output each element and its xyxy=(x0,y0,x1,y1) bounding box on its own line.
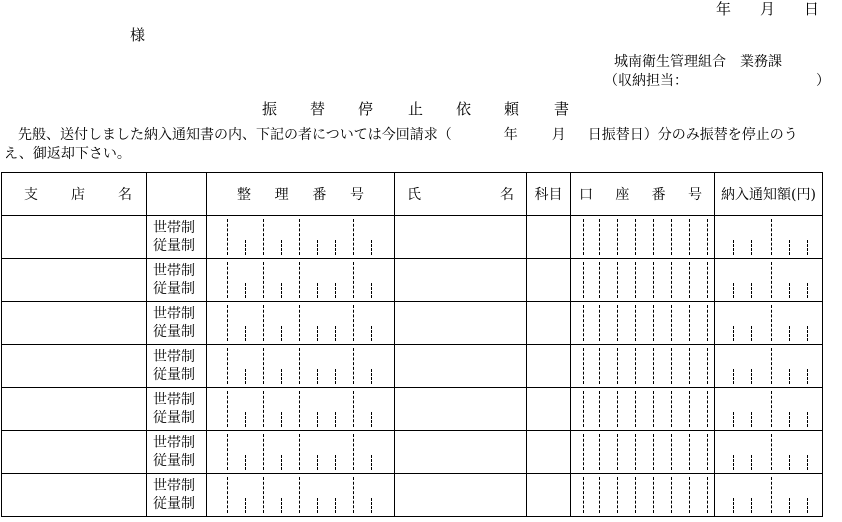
name-cell[interactable] xyxy=(395,431,527,474)
billing-method-cell[interactable] xyxy=(147,345,207,388)
reference-number-cell[interactable] xyxy=(207,474,395,517)
digit-separator xyxy=(733,412,734,427)
amount-cell[interactable] xyxy=(715,302,823,345)
digit-separator xyxy=(583,348,584,384)
digit-separator xyxy=(617,348,618,384)
digit-separator xyxy=(707,391,708,427)
digit-separator xyxy=(635,477,636,513)
account-number-cell[interactable] xyxy=(571,216,715,259)
header-branch xyxy=(2,173,147,216)
contact-person xyxy=(604,72,830,90)
digit-separator xyxy=(707,348,708,384)
digit-separator xyxy=(617,477,618,513)
table-row xyxy=(2,259,823,302)
method-metered: 従量制 xyxy=(153,453,195,469)
branch-cell[interactable] xyxy=(2,259,147,302)
digit-separator xyxy=(733,498,734,513)
date-day-label: 日 xyxy=(804,0,820,18)
digit-separator xyxy=(771,434,772,470)
digit-separator xyxy=(353,219,354,255)
digit-separator xyxy=(599,434,600,470)
billing-method-cell[interactable] xyxy=(147,259,207,302)
billing-method-cell[interactable] xyxy=(147,216,207,259)
digit-separator xyxy=(353,391,354,427)
account-number-cell[interactable] xyxy=(571,259,715,302)
digit-separator xyxy=(281,369,282,384)
digit-separator xyxy=(263,348,264,384)
method-metered: 従量制 xyxy=(153,324,195,340)
digit-separator xyxy=(635,391,636,427)
digit-separator xyxy=(371,326,372,341)
digit-separator xyxy=(807,369,808,384)
digit-separator xyxy=(583,305,584,341)
method-household: 世帯制 xyxy=(153,263,195,279)
digit-separator xyxy=(653,219,654,255)
table-row xyxy=(2,388,823,431)
request-text-after: 日振替日）分のみ振替を停止のう xyxy=(587,127,798,143)
title-char: 依 xyxy=(456,100,472,118)
digit-separator xyxy=(771,348,772,384)
digit-separator xyxy=(617,219,618,255)
digit-separator xyxy=(599,477,600,513)
header-number xyxy=(207,173,395,216)
digit-separator xyxy=(371,455,372,470)
digit-separator xyxy=(281,498,282,513)
header-name xyxy=(395,173,527,216)
method-household: 世帯制 xyxy=(153,306,195,322)
header-method xyxy=(147,173,207,216)
digit-separator xyxy=(707,262,708,298)
amount-cell[interactable] xyxy=(715,216,823,259)
header-char: 口 xyxy=(579,187,593,203)
subject-cell[interactable] xyxy=(527,345,571,388)
digit-separator xyxy=(353,434,354,470)
digit-separator xyxy=(689,348,690,384)
digit-separator xyxy=(245,412,246,427)
method-metered: 従量制 xyxy=(153,410,195,426)
account-number-cell[interactable] xyxy=(571,345,715,388)
request-text-line-1 xyxy=(4,126,798,144)
digit-separator xyxy=(689,391,690,427)
addressee-suffix: 様 xyxy=(130,26,146,44)
digit-separator xyxy=(583,477,584,513)
digit-separator xyxy=(335,455,336,470)
digit-separator xyxy=(245,369,246,384)
digit-separator xyxy=(281,240,282,255)
request-month-label: 月 xyxy=(551,127,566,143)
digit-separator xyxy=(689,219,690,255)
digit-separator xyxy=(707,305,708,341)
digit-separator xyxy=(583,434,584,470)
amount-cell[interactable] xyxy=(715,345,823,388)
digit-separator xyxy=(335,498,336,513)
subject-cell[interactable] xyxy=(527,259,571,302)
digit-separator xyxy=(751,455,752,470)
title-char: 頼 xyxy=(504,100,520,118)
request-table xyxy=(1,172,823,517)
reference-number-cell[interactable] xyxy=(207,302,395,345)
digit-separator xyxy=(299,262,300,298)
amount-cell[interactable] xyxy=(715,259,823,302)
digit-separator xyxy=(771,262,772,298)
header-char: 号 xyxy=(349,187,364,203)
digit-separator xyxy=(317,412,318,427)
header-char: 番 xyxy=(312,187,327,203)
digit-separator xyxy=(733,283,734,298)
digit-separator xyxy=(599,262,600,298)
method-metered: 従量制 xyxy=(153,496,195,512)
digit-separator xyxy=(371,369,372,384)
date-month-label: 月 xyxy=(760,0,776,18)
account-number-cell[interactable] xyxy=(571,431,715,474)
title-char: 止 xyxy=(408,100,424,118)
digit-separator xyxy=(689,434,690,470)
digit-separator xyxy=(789,412,790,427)
digit-separator xyxy=(263,219,264,255)
name-cell[interactable] xyxy=(395,259,527,302)
digit-separator xyxy=(789,283,790,298)
digit-separator xyxy=(245,498,246,513)
digit-separator xyxy=(371,240,372,255)
digit-separator xyxy=(733,326,734,341)
digit-separator xyxy=(599,348,600,384)
digit-separator xyxy=(807,455,808,470)
digit-separator xyxy=(671,434,672,470)
digit-separator xyxy=(653,305,654,341)
title-char: 替 xyxy=(310,100,326,118)
contact-open: （収納担当： xyxy=(604,73,688,89)
name-cell[interactable] xyxy=(395,388,527,431)
digit-separator xyxy=(371,412,372,427)
contact-close: ） xyxy=(816,73,830,89)
digit-separator xyxy=(227,434,228,470)
digit-separator xyxy=(263,477,264,513)
subject-cell[interactable] xyxy=(527,474,571,517)
digit-separator xyxy=(707,219,708,255)
digit-separator xyxy=(733,240,734,255)
amount-cell[interactable] xyxy=(715,431,823,474)
amount-cell[interactable] xyxy=(715,474,823,517)
digit-separator xyxy=(807,498,808,513)
digit-separator xyxy=(635,434,636,470)
header-char: 名 xyxy=(500,187,514,203)
digit-separator xyxy=(353,348,354,384)
method-metered: 従量制 xyxy=(153,281,195,297)
branch-cell[interactable] xyxy=(2,302,147,345)
digit-separator xyxy=(635,348,636,384)
digit-separator xyxy=(599,219,600,255)
digit-separator xyxy=(299,391,300,427)
digit-separator xyxy=(789,498,790,513)
reference-number-cell[interactable] xyxy=(207,345,395,388)
digit-separator xyxy=(635,262,636,298)
digit-separator xyxy=(751,498,752,513)
header-subject: 科目 xyxy=(527,173,571,216)
header-char: 整 xyxy=(237,187,251,203)
digit-separator xyxy=(227,219,228,255)
header-char: 支 xyxy=(24,187,38,203)
subject-cell[interactable] xyxy=(527,388,571,431)
branch-cell[interactable] xyxy=(2,216,147,259)
digit-separator xyxy=(689,305,690,341)
digit-separator xyxy=(807,412,808,427)
date-year-label: 年 xyxy=(716,0,732,18)
digit-separator xyxy=(281,455,282,470)
digit-separator xyxy=(653,262,654,298)
method-metered: 従量制 xyxy=(153,238,195,254)
digit-separator xyxy=(653,391,654,427)
header-char: 氏 xyxy=(407,187,421,203)
digit-separator xyxy=(789,240,790,255)
digit-separator xyxy=(707,434,708,470)
header-amount: 納入通知額(円) xyxy=(715,173,823,216)
digit-separator xyxy=(771,391,772,427)
digit-separator xyxy=(335,283,336,298)
reference-number-cell[interactable] xyxy=(207,216,395,259)
digit-separator xyxy=(245,283,246,298)
digit-separator xyxy=(751,240,752,255)
branch-cell[interactable] xyxy=(2,431,147,474)
header-char: 座 xyxy=(615,187,630,203)
digit-separator xyxy=(733,455,734,470)
digit-separator xyxy=(227,391,228,427)
request-text-line-2: え、御返却下さい。 xyxy=(4,146,131,162)
digit-separator xyxy=(583,391,584,427)
header-char: 番 xyxy=(651,187,666,203)
billing-method-cell[interactable] xyxy=(147,388,207,431)
digit-separator xyxy=(653,434,654,470)
digit-separator xyxy=(789,326,790,341)
subject-cell[interactable] xyxy=(527,302,571,345)
digit-separator xyxy=(335,412,336,427)
digit-separator xyxy=(245,455,246,470)
digit-separator xyxy=(751,326,752,341)
account-number-cell[interactable] xyxy=(571,302,715,345)
digit-separator xyxy=(751,412,752,427)
digit-separator xyxy=(583,219,584,255)
digit-separator xyxy=(671,391,672,427)
digit-separator xyxy=(807,283,808,298)
digit-separator xyxy=(245,326,246,341)
digit-separator xyxy=(671,477,672,513)
digit-separator xyxy=(771,305,772,341)
digit-separator xyxy=(617,305,618,341)
reference-number-cell[interactable] xyxy=(207,388,395,431)
digit-separator xyxy=(599,305,600,341)
method-metered: 従量制 xyxy=(153,367,195,383)
digit-separator xyxy=(335,240,336,255)
digit-separator xyxy=(653,348,654,384)
digit-separator xyxy=(583,262,584,298)
digit-separator xyxy=(371,283,372,298)
digit-separator xyxy=(263,262,264,298)
digit-separator xyxy=(299,434,300,470)
digit-separator xyxy=(317,498,318,513)
digit-separator xyxy=(227,305,228,341)
digit-separator xyxy=(227,477,228,513)
digit-separator xyxy=(617,434,618,470)
digit-separator xyxy=(299,477,300,513)
billing-method-cell[interactable] xyxy=(147,474,207,517)
method-household: 世帯制 xyxy=(153,349,195,365)
digit-separator xyxy=(653,477,654,513)
title-char: 振 xyxy=(262,100,278,118)
digit-separator xyxy=(299,305,300,341)
organization-name: 城南衛生管理組合 業務課 xyxy=(614,54,782,70)
digit-separator xyxy=(807,240,808,255)
table-row xyxy=(2,302,823,345)
digit-separator xyxy=(317,240,318,255)
reference-number-cell[interactable] xyxy=(207,431,395,474)
digit-separator xyxy=(227,348,228,384)
table-header-row xyxy=(2,173,823,216)
header-char: 名 xyxy=(118,187,132,203)
branch-cell[interactable] xyxy=(2,345,147,388)
digit-separator xyxy=(789,455,790,470)
request-year-label: 年 xyxy=(503,127,518,143)
request-text-before: 先般、送付しました納入通知書の内、下記の者については今回請求（ xyxy=(4,127,452,143)
digit-separator xyxy=(353,477,354,513)
digit-separator xyxy=(371,498,372,513)
digit-separator xyxy=(353,262,354,298)
digit-separator xyxy=(789,369,790,384)
amount-cell[interactable] xyxy=(715,388,823,431)
table-row xyxy=(2,345,823,388)
method-household: 世帯制 xyxy=(153,220,195,236)
digit-separator xyxy=(771,477,772,513)
digit-separator xyxy=(317,326,318,341)
billing-method-cell[interactable] xyxy=(147,431,207,474)
digit-separator xyxy=(245,240,246,255)
method-household: 世帯制 xyxy=(153,478,195,494)
branch-cell[interactable] xyxy=(2,388,147,431)
digit-separator xyxy=(317,455,318,470)
digit-separator xyxy=(299,348,300,384)
digit-separator xyxy=(771,219,772,255)
digit-separator xyxy=(599,391,600,427)
digit-separator xyxy=(671,219,672,255)
digit-separator xyxy=(617,262,618,298)
digit-separator xyxy=(807,326,808,341)
title-char: 書 xyxy=(554,100,570,118)
digit-separator xyxy=(733,369,734,384)
digit-separator xyxy=(671,348,672,384)
digit-separator xyxy=(671,305,672,341)
digit-separator xyxy=(335,326,336,341)
title-char: 停 xyxy=(358,100,374,118)
digit-separator xyxy=(281,283,282,298)
digit-separator xyxy=(281,412,282,427)
name-cell[interactable] xyxy=(395,474,527,517)
digit-separator xyxy=(689,477,690,513)
subject-cell[interactable] xyxy=(527,431,571,474)
reference-number-cell[interactable] xyxy=(207,259,395,302)
header-char: 理 xyxy=(274,187,289,203)
digit-separator xyxy=(635,219,636,255)
header-account xyxy=(571,173,715,216)
digit-separator xyxy=(335,369,336,384)
branch-cell[interactable] xyxy=(2,474,147,517)
digit-separator xyxy=(353,305,354,341)
name-cell[interactable] xyxy=(395,345,527,388)
digit-separator xyxy=(689,262,690,298)
name-cell[interactable] xyxy=(395,216,527,259)
table-row xyxy=(2,474,823,517)
billing-method-cell[interactable] xyxy=(147,302,207,345)
digit-separator xyxy=(751,369,752,384)
digit-separator xyxy=(671,262,672,298)
header-char: 店 xyxy=(71,187,85,203)
digit-separator xyxy=(263,305,264,341)
digit-separator xyxy=(317,369,318,384)
method-household: 世帯制 xyxy=(153,435,195,451)
digit-separator xyxy=(281,326,282,341)
name-cell[interactable] xyxy=(395,302,527,345)
digit-separator xyxy=(263,391,264,427)
account-number-cell[interactable] xyxy=(571,474,715,517)
table-body xyxy=(2,216,823,517)
subject-cell[interactable] xyxy=(527,216,571,259)
method-household: 世帯制 xyxy=(153,392,195,408)
digit-separator xyxy=(635,305,636,341)
digit-separator xyxy=(617,391,618,427)
table-row xyxy=(2,216,823,259)
digit-separator xyxy=(299,219,300,255)
table-row xyxy=(2,431,823,474)
digit-separator xyxy=(263,434,264,470)
digit-separator xyxy=(751,283,752,298)
document-title xyxy=(262,100,572,118)
digit-separator xyxy=(707,477,708,513)
account-number-cell[interactable] xyxy=(571,388,715,431)
digit-separator xyxy=(227,262,228,298)
digit-separator xyxy=(317,283,318,298)
header-char: 号 xyxy=(687,187,702,203)
